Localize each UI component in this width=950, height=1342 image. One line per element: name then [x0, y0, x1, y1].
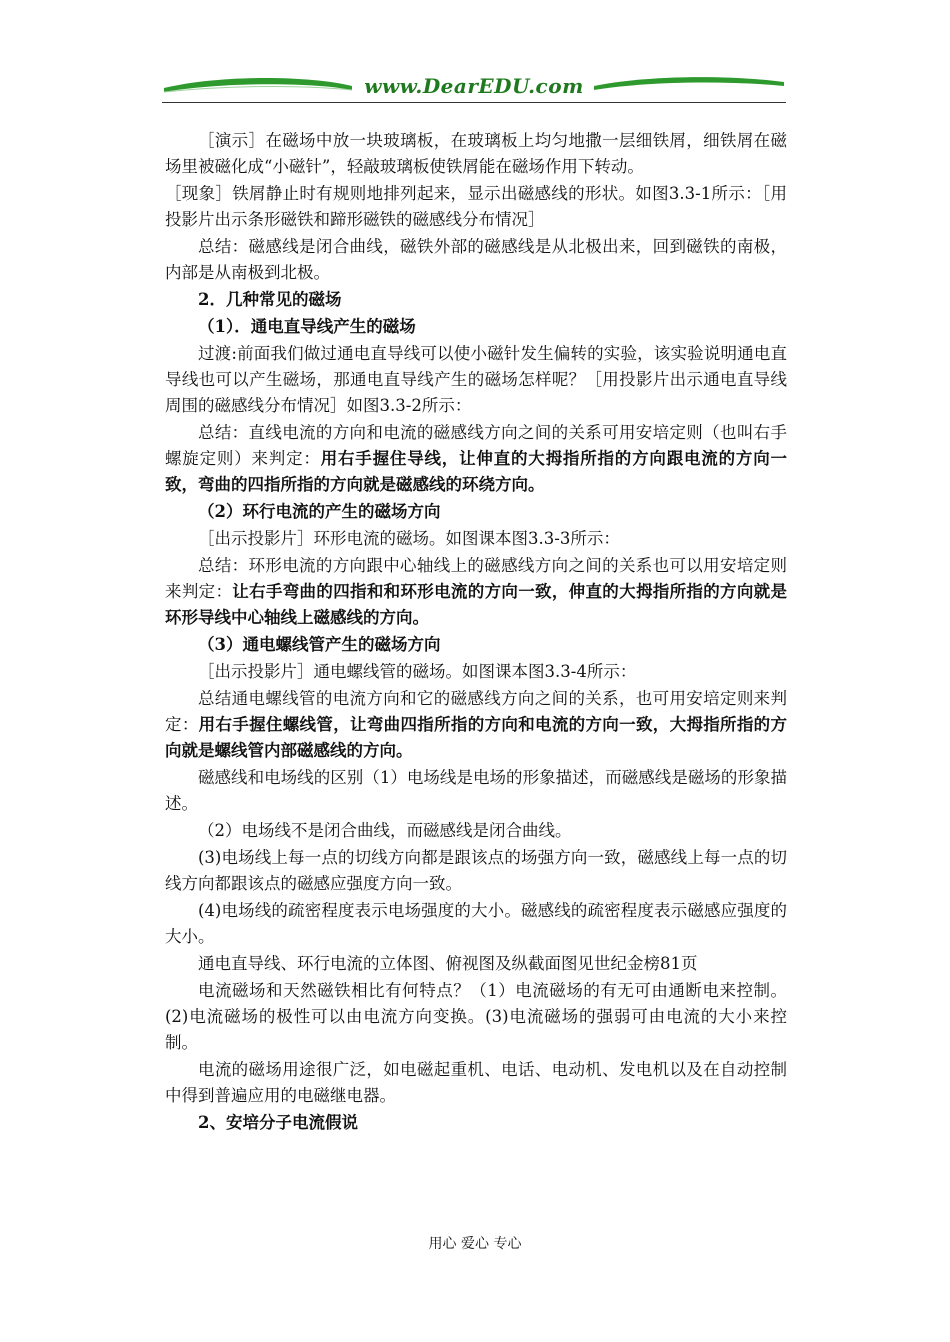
paragraph-reference: 通电直导线、环行电流的立体图、俯视图及纵截面图见世纪金榜81页: [198, 954, 698, 973]
paragraph-transition: 过渡:前面我们做过通电直导线可以使小磁针发生偏转的实验，该实验说明通电直导线也可以产生磁场，那通电直导线产生的磁场怎样呢？［用投影片出示通电直导线周围的磁感线分布情况］如图3.3-2所示：: [165, 344, 787, 415]
paragraph-phenomenon: ［现象］铁屑静止时有规则地排列起来，显示出磁感线的形状。如图3.3-1所示：［用投影片出示条形磁铁和蹄形磁铁的磁感线分布情况］: [165, 184, 787, 229]
rule-text-bold: 用右手握住螺线管，让弯曲四指所指的方向和电流的方向一致，大拇指所指的方向就是螺线管内部磁感线的方向。: [165, 715, 788, 760]
rule-text-bold: 用右手握住导线，让伸直的大拇指所指的方向跟电流的方向一致，弯曲的四指所指的方向就是磁感线的环绕方向。: [165, 449, 788, 494]
document-body: [165, 128, 787, 1137]
paragraph-summary-loop: [165, 553, 787, 631]
paragraph-loop-slide: ［出示投影片］环形电流的磁场。如图课本图3.3-3所示：: [198, 529, 620, 548]
summary-text: 总结：环形电流的方向跟中心轴线上的磁感线方向之间的关系也可以用安培定则来判定：: [165, 556, 787, 601]
paragraph-applications: 电流的磁场用途很广泛，如电磁起重机、电话、电动机、发电机以及在自动控制中得到普遍应用的电磁继电器。: [165, 1060, 787, 1105]
paragraph-solenoid-slide: ［出示投影片］通电螺线管的磁场。如图课本图3.3-4所示：: [198, 662, 637, 681]
paragraph-summary-straight-wire: [165, 420, 787, 498]
paragraph-summary-magnet: 总结：磁感线是闭合曲线，磁铁外部的磁感线是从北极出来，回到磁铁的南极，内部是从南极到北极。: [165, 237, 787, 282]
heading-solenoid: （3）通电螺线管产生的磁场方向: [198, 635, 441, 654]
rule-text-bold: 让右手弯曲的四指和和环形电流的方向一致，伸直的大拇指所指的方向就是环形导线中心轴线上磁感线的方向。: [165, 582, 788, 627]
paragraph-current-field-features: 电流磁场和天然磁铁相比有何特点？（1）电流磁场的有无可由通断电来控制。(2)电流磁场的极性可以由电流方向变换。(3)电流磁场的强弱可由电流的大小来控制。: [165, 981, 787, 1052]
heading-straight-wire: （1）．通电直导线产生的磁场: [198, 317, 416, 336]
page-header: [162, 68, 786, 104]
page-footer: 用心 爱心 专心: [428, 1236, 522, 1252]
header-rule: [162, 102, 786, 103]
paragraph-difference-2: （2）电场线不是闭合曲线，而磁感线是闭合曲线。: [198, 821, 572, 840]
summary-text: 总结：直线电流的方向和电流的磁感线方向之间的关系可用安培定则（也叫右手螺旋定则）来判定：: [165, 423, 787, 468]
site-logo-text: www.DearEDU.com: [364, 74, 584, 98]
paragraph-difference-1: 磁感线和电场线的区别（1）电场线是电场的形象描述，而磁感线是磁场的形象描述。: [165, 768, 787, 813]
paragraph-difference-3: (3)电场线上每一点的切线方向都是跟该点的场强方向一致，磁感线上每一点的切线方向都跟该点的磁感应强度方向一致。: [165, 848, 787, 893]
heading-ampere-hypothesis: 2、安培分子电流假说: [198, 1113, 358, 1132]
heading-loop-current: （2）环行电流的产生的磁场方向: [198, 502, 441, 521]
paragraph-difference-4: (4)电场线的疏密程度表示电场强度的大小。磁感线的疏密程度表示磁感应强度的大小。: [165, 901, 787, 946]
paragraph-summary-solenoid: [165, 686, 787, 764]
heading-common-fields: 2．几种常见的磁场: [198, 290, 342, 309]
summary-text: 总结通电螺线管的电流方向和它的磁感线方向之间的关系，也可用安培定则来判定：: [165, 689, 787, 734]
paragraph-demo: ［演示］在磁场中放一块玻璃板，在玻璃板上均匀地撒一层细铁屑，细铁屑在磁场里被磁化成“小磁针”，轻敲玻璃板使铁屑能在磁场作用下转动。: [165, 131, 787, 176]
